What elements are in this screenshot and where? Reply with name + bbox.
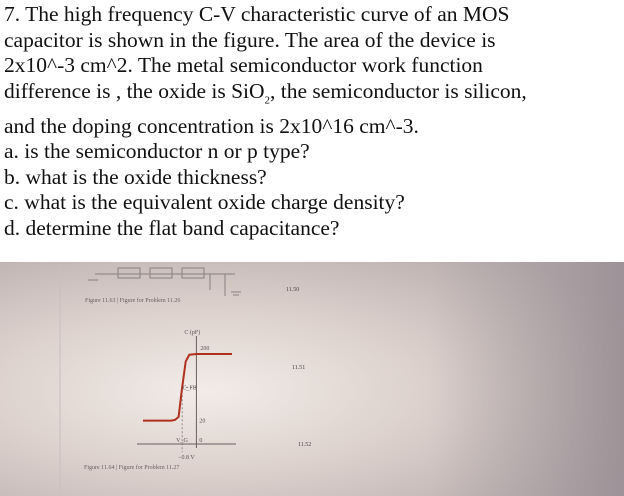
- caption-top: Figure 11.63 | Figure for Problem 11.26: [85, 298, 181, 304]
- vfb-label: −0.8 V: [178, 455, 195, 461]
- margin-number-b: 11.51: [292, 365, 306, 371]
- cmax-label: 200: [200, 346, 210, 352]
- problem-line-4: [4, 79, 622, 114]
- question-b: b. what is the oxide thickness?: [4, 164, 267, 189]
- x-axis-label: V_G: [176, 438, 188, 444]
- problem-line-3: 2x10^-3 cm^2. The metal semiconductor work function: [4, 53, 483, 78]
- problem-line-5: and the doping concentration is 2x10^16 cm^-3.: [4, 113, 419, 138]
- page-shadow: [430, 262, 624, 496]
- subscript-2: 2: [264, 94, 271, 107]
- line-4-part-b: , the semiconductor is silicon,: [270, 78, 527, 103]
- cfb-label: C_FB: [182, 385, 197, 392]
- problem-line-2: capacitor is shown in the figure. The area of the device is: [4, 27, 496, 52]
- caption-bottom: Figure 11.64 | Figure for Problem 11.27: [84, 465, 180, 471]
- y-axis-label: C (pF): [184, 330, 201, 336]
- question-c: c. what is the equivalent oxide charge density?: [4, 190, 405, 215]
- margin-number-c: 11.52: [298, 442, 312, 448]
- problem-text: [4, 2, 622, 242]
- question-a: a. is the semiconductor n or p type?: [4, 139, 310, 164]
- photo-svg: [0, 262, 624, 496]
- problem-line-1: 7. The high frequency C-V characteristic curve of an MOS: [4, 2, 510, 26]
- x-zero-label: 0: [199, 438, 203, 444]
- question-d: d. determine the flat band capacitance?: [4, 216, 340, 241]
- line-4-part-a: difference is , the oxide is SiO: [4, 78, 265, 103]
- textbook-photo: [0, 262, 624, 496]
- margin-number-a: 11.50: [286, 287, 300, 293]
- cmin-label: 20: [199, 418, 206, 425]
